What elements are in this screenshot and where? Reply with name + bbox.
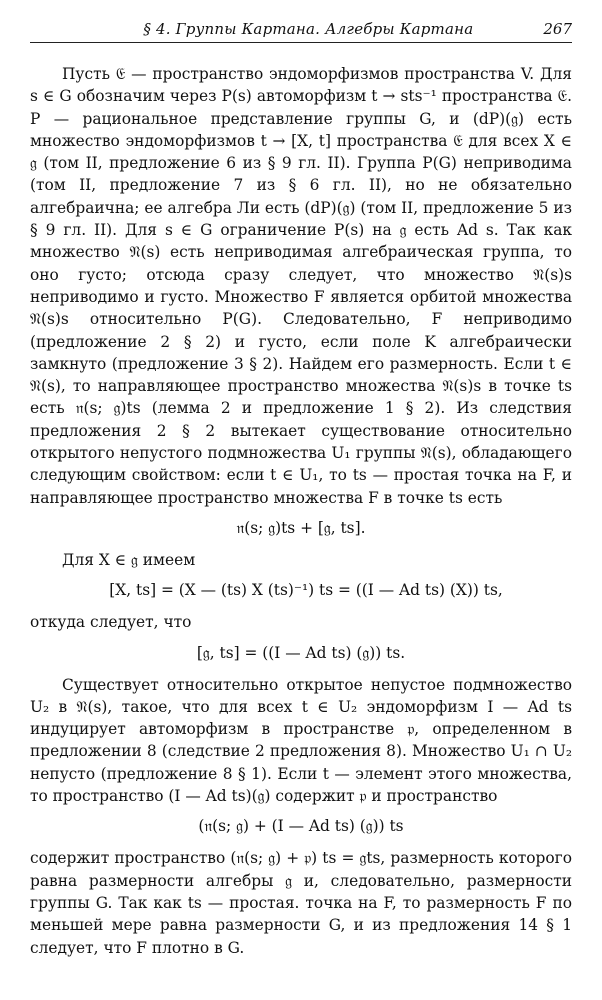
formula-g-ts: [𝔤, ts] = ((I — Ad ts) (𝔤)) ts.	[196, 643, 406, 662]
page	[30, 20, 572, 959]
header-title: § 4. Группы Картана. Алгебры Картана	[143, 20, 474, 38]
formula-commutator: [X, ts] = (X — (ts) X (ts)⁻¹) ts = ((I — Ad ts) (X)) ts,	[109, 581, 503, 600]
paragraph-3: откуда следует, что	[30, 613, 192, 632]
page-number: 267	[543, 20, 572, 38]
paragraph-1: Пусть 𝔈 — пространство эндоморфизмов пространства V. Для s ∈ G обозначим через P(s) автоморфизм t → sts⁻¹ пространства 𝔈. P — рациональное представление группы G, и (dP)(𝔤) есть множество эндоморфизмов t → [X, t] пространства 𝔈 для всех X ∈ 𝔤 (том II, предложение 6 из § 9 гл. II). Группа P(G) неприводима (том II, предложение 7 из § 6 гл. II), но не обязательно алгебраична; ее алгебра Ли есть (dP)(𝔤) (том II, предложение 5 из § 9 гл. II). Для s ∈ G ограничение P(s) на 𝔤 есть Ad s. Так как множество 𝔑(s) есть неприводимая алгебраическая группа, то оно густо; отсюда сразу следует, что множество 𝔑(s)s неприводимо и густо. Множество F является орбитой множества 𝔑(s)s относительно P(G). Следовательно, F неприводимо (предложение 2 § 2) и густо, если поле K алгебраически замкнуто (предложение 3 § 2). Найдем его размерность. Если t ∈ 𝔑(s), то направляющее пространство множества 𝔑(s)s в точке ts есть 𝔫(s; 𝔤)ts (лемма 2 и предложение 1 § 2). Из следствия предложения 2 § 2 вытекает существование относительно открытого непустого подмножества U₁ группы 𝔑(s), обладающего следующим свойством: если t ∈ U₁, то ts — простая точка на F, и направляющее пространство множества F в точке ts есть	[30, 65, 572, 507]
running-header	[30, 20, 572, 43]
formula-tangent-space: 𝔫(s; 𝔤)ts + [𝔤, ts].	[236, 518, 366, 537]
formula-space-sum: (𝔫(s; 𝔤) + (I — Ad ts) (𝔤)) ts	[198, 817, 404, 836]
paragraph-4: Существует относительно открытое непустое подмножество U₂ в 𝔑(s), такое, что для всех t ∈ U₂ эндоморфизм I — Ad ts индуцирует автоморфизм в пространстве 𝔭, определенном в предложении 8 (следствие 2 предложения 8). Множество U₁ ∩ U₂ непусто (предложение 8 § 1). Если t — элемент этого множества, то пространство (I — Ad ts)(𝔤) содержит 𝔭 и пространство	[30, 675, 572, 806]
paragraph-5: содержит пространство (𝔫(s; 𝔤) + 𝔭) ts = 𝔤ts, размерность которого равна размерности алгебры 𝔤 и, следовательно, размерности группы G. Так как ts — простая. точка на F, то размерность F по меньшей мере равна размерности G, и из предложения 14 § 1 следует, что F плотно в G.	[30, 849, 572, 957]
paragraph-2: Для X ∈ 𝔤 имеем	[62, 550, 196, 569]
